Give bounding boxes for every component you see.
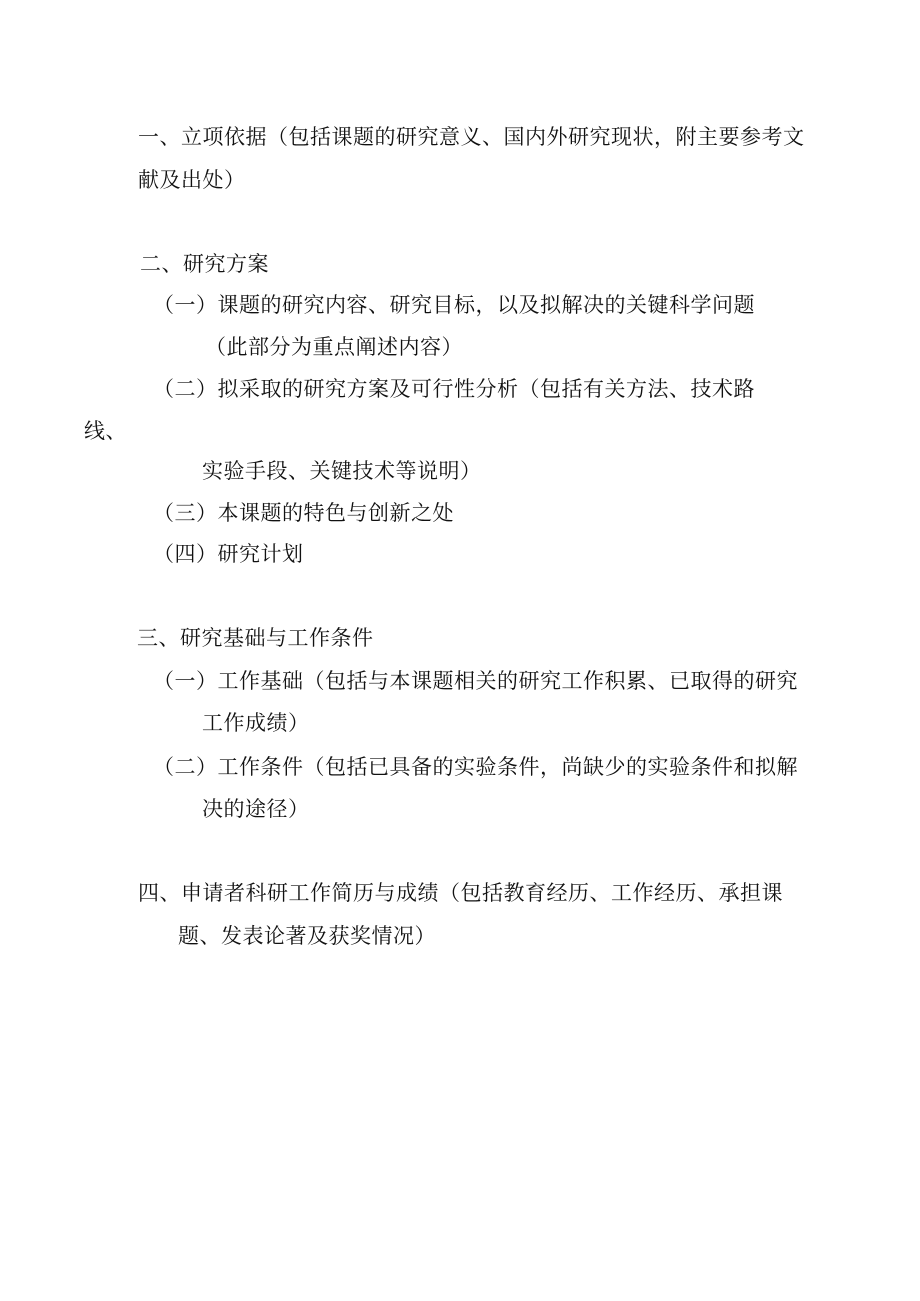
section-1-heading-line-1: 一、立项依据（包括课题的研究意义、国内外研究现状，附主要参考文 [138,125,805,149]
section-4-heading-line-1: 四、申请者科研工作简历与成绩（包括教育经历、工作经历、承担课 [138,881,783,905]
section-3-item-1-line-1: （一）工作基础（包括与本课题相关的研究工作积累、已取得的研究 [153,669,798,693]
section-2-item-3: （三）本课题的特色与创新之处 [153,501,454,525]
section-2-item-4: （四）研究计划 [153,542,304,566]
section-3-item-2-line-2: 决的途径） [202,797,310,821]
section-2-heading: 二、研究方案 [140,252,269,276]
section-1-heading-line-2: 献及出处） [138,168,246,192]
section-3-heading: 三、研究基础与工作条件 [137,626,374,650]
section-3-item-1-line-2: 工作成绩） [202,711,310,735]
section-2-item-1-line-2: （此部分为重点阐述内容） [205,335,463,359]
section-2-item-2-line-3: 实验手段、关键技术等说明） [202,459,482,483]
section-4-heading-line-2: 题、发表论著及获奖情况） [178,924,436,948]
section-2-item-2-line-1: （二）拟采取的研究方案及可行性分析（包括有关方法、技术路 [153,377,755,401]
section-2-item-2-line-2: 线、 [84,419,127,443]
section-3-item-2-line-1: （二）工作条件（包括已具备的实验条件，尚缺少的实验条件和拟解 [153,755,798,779]
section-2-item-1-line-1: （一）课题的研究内容、研究目标，以及拟解决的关键科学问题 [153,293,755,317]
